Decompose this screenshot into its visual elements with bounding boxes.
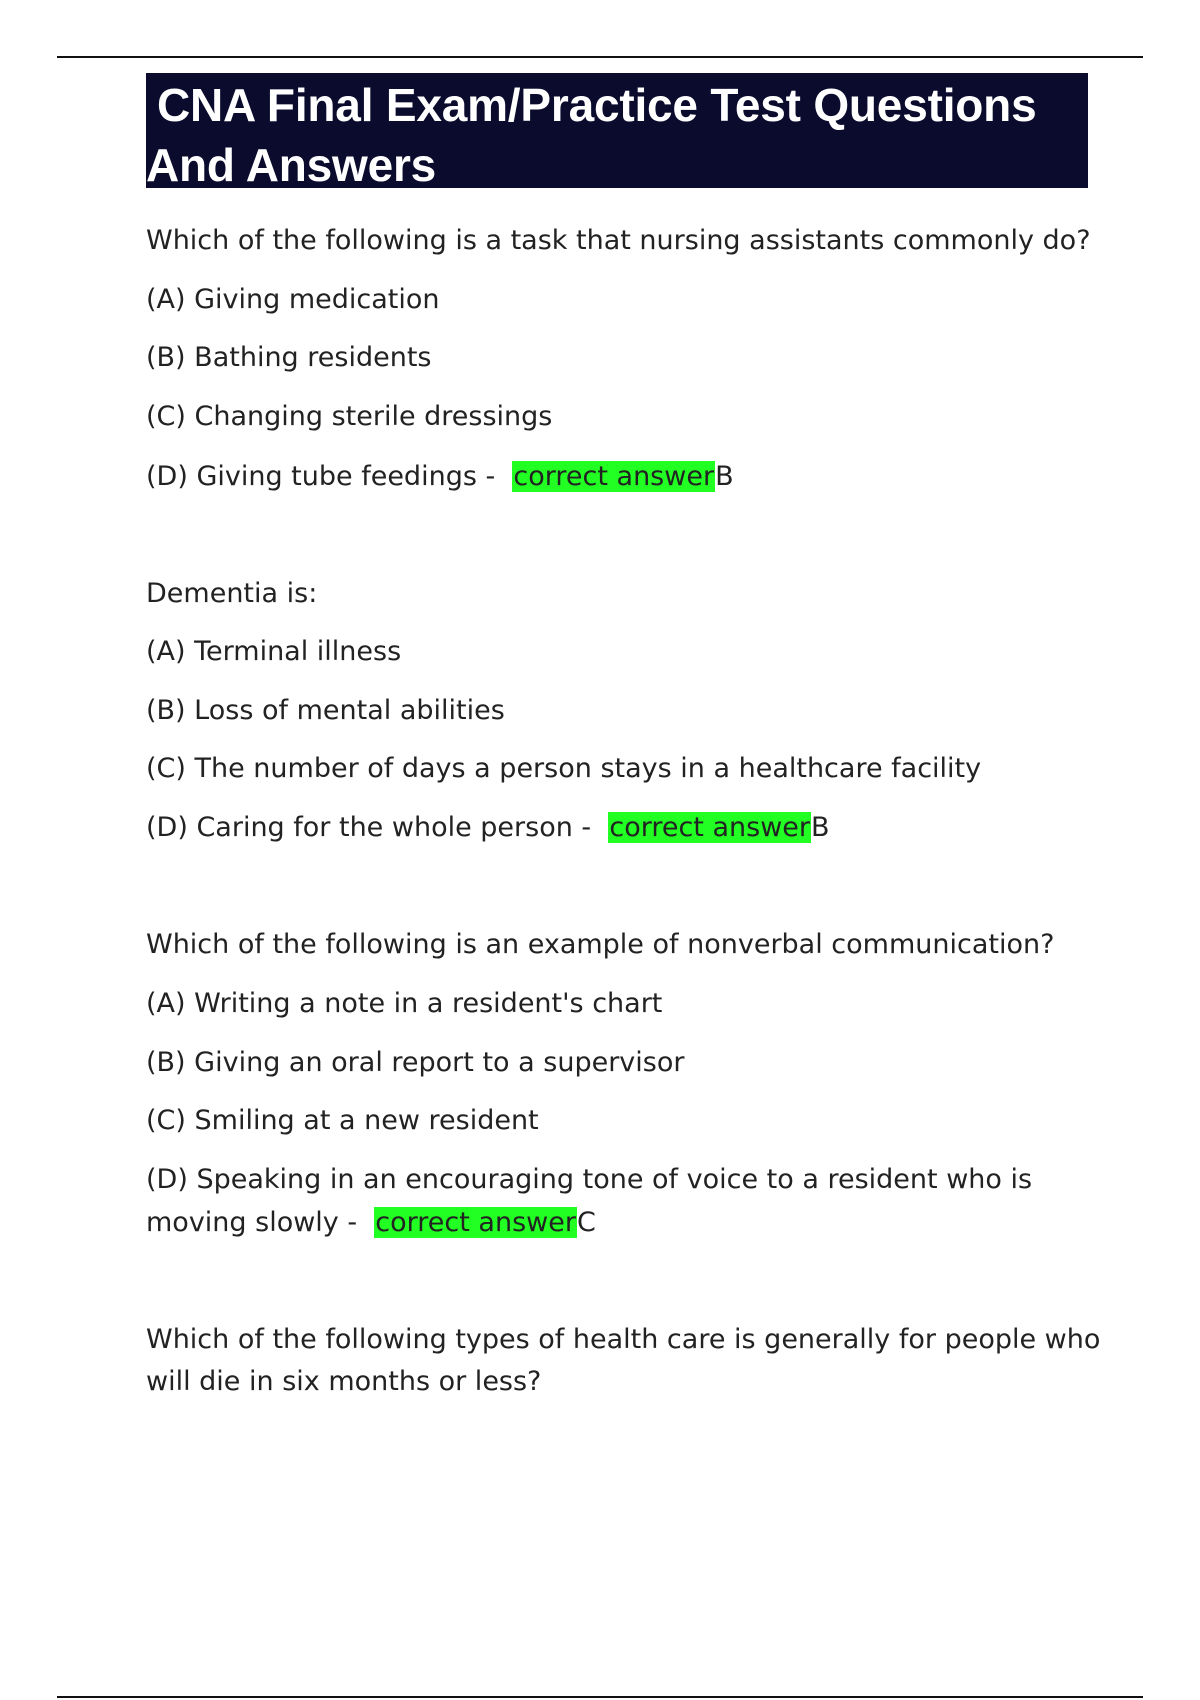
top-rule (57, 56, 1143, 58)
question-3-answer-highlight: correct answer (375, 1207, 576, 1238)
question-3-stem: Which of the following is an example of nonverbal communication? (146, 929, 1055, 960)
question-2-answer: B (811, 812, 830, 843)
question-4-stem-line-1: Which of the following types of health care is generally for people who (146, 1324, 1101, 1355)
question-3-option-d-text: moving slowly - (146, 1207, 366, 1238)
question-3-option-a: (A) Writing a note in a resident's chart (146, 988, 663, 1019)
question-2-option-c: (C) The number of days a person stays in a healthcare facility (146, 753, 982, 784)
question-1-answer: B (715, 461, 734, 492)
question-3-option-d-line-1: (D) Speaking in an encouraging tone of voice to a resident who is (146, 1164, 1033, 1195)
document-title (146, 75, 1088, 195)
question-1-option-a: (A) Giving medication (146, 284, 440, 315)
question-1-option-d-text: (D) Giving tube feedings - (146, 461, 504, 492)
title-line-2: And Answers (146, 139, 437, 191)
question-2-answer-highlight: correct answer (609, 812, 810, 843)
question-3-option-d-line-2 (146, 1202, 596, 1244)
document-title-banner (146, 73, 1088, 191)
question-1-option-b: (B) Bathing residents (146, 342, 432, 373)
question-2-option-d (146, 807, 830, 849)
question-2-stem: Dementia is: (146, 578, 318, 609)
question-3-answer: C (576, 1207, 596, 1238)
question-1-option-d (146, 456, 734, 498)
question-2-option-a: (A) Terminal illness (146, 636, 402, 667)
question-4-stem-line-2: will die in six months or less? (146, 1366, 542, 1397)
bottom-rule (57, 1696, 1143, 1698)
question-3-option-c: (C) Smiling at a new resident (146, 1105, 539, 1136)
question-2-option-d-text: (D) Caring for the whole person - (146, 812, 600, 843)
question-1-answer-highlight: correct answer (513, 461, 715, 492)
question-3-option-b: (B) Giving an oral report to a supervisor (146, 1047, 685, 1078)
title-line-1: CNA Final Exam/Practice Test Questions (157, 79, 1037, 131)
question-1-option-c: (C) Changing sterile dressings (146, 401, 553, 432)
question-1-stem: Which of the following is a task that nursing assistants commonly do? (146, 225, 1091, 256)
question-2-option-b: (B) Loss of mental abilities (146, 695, 505, 726)
